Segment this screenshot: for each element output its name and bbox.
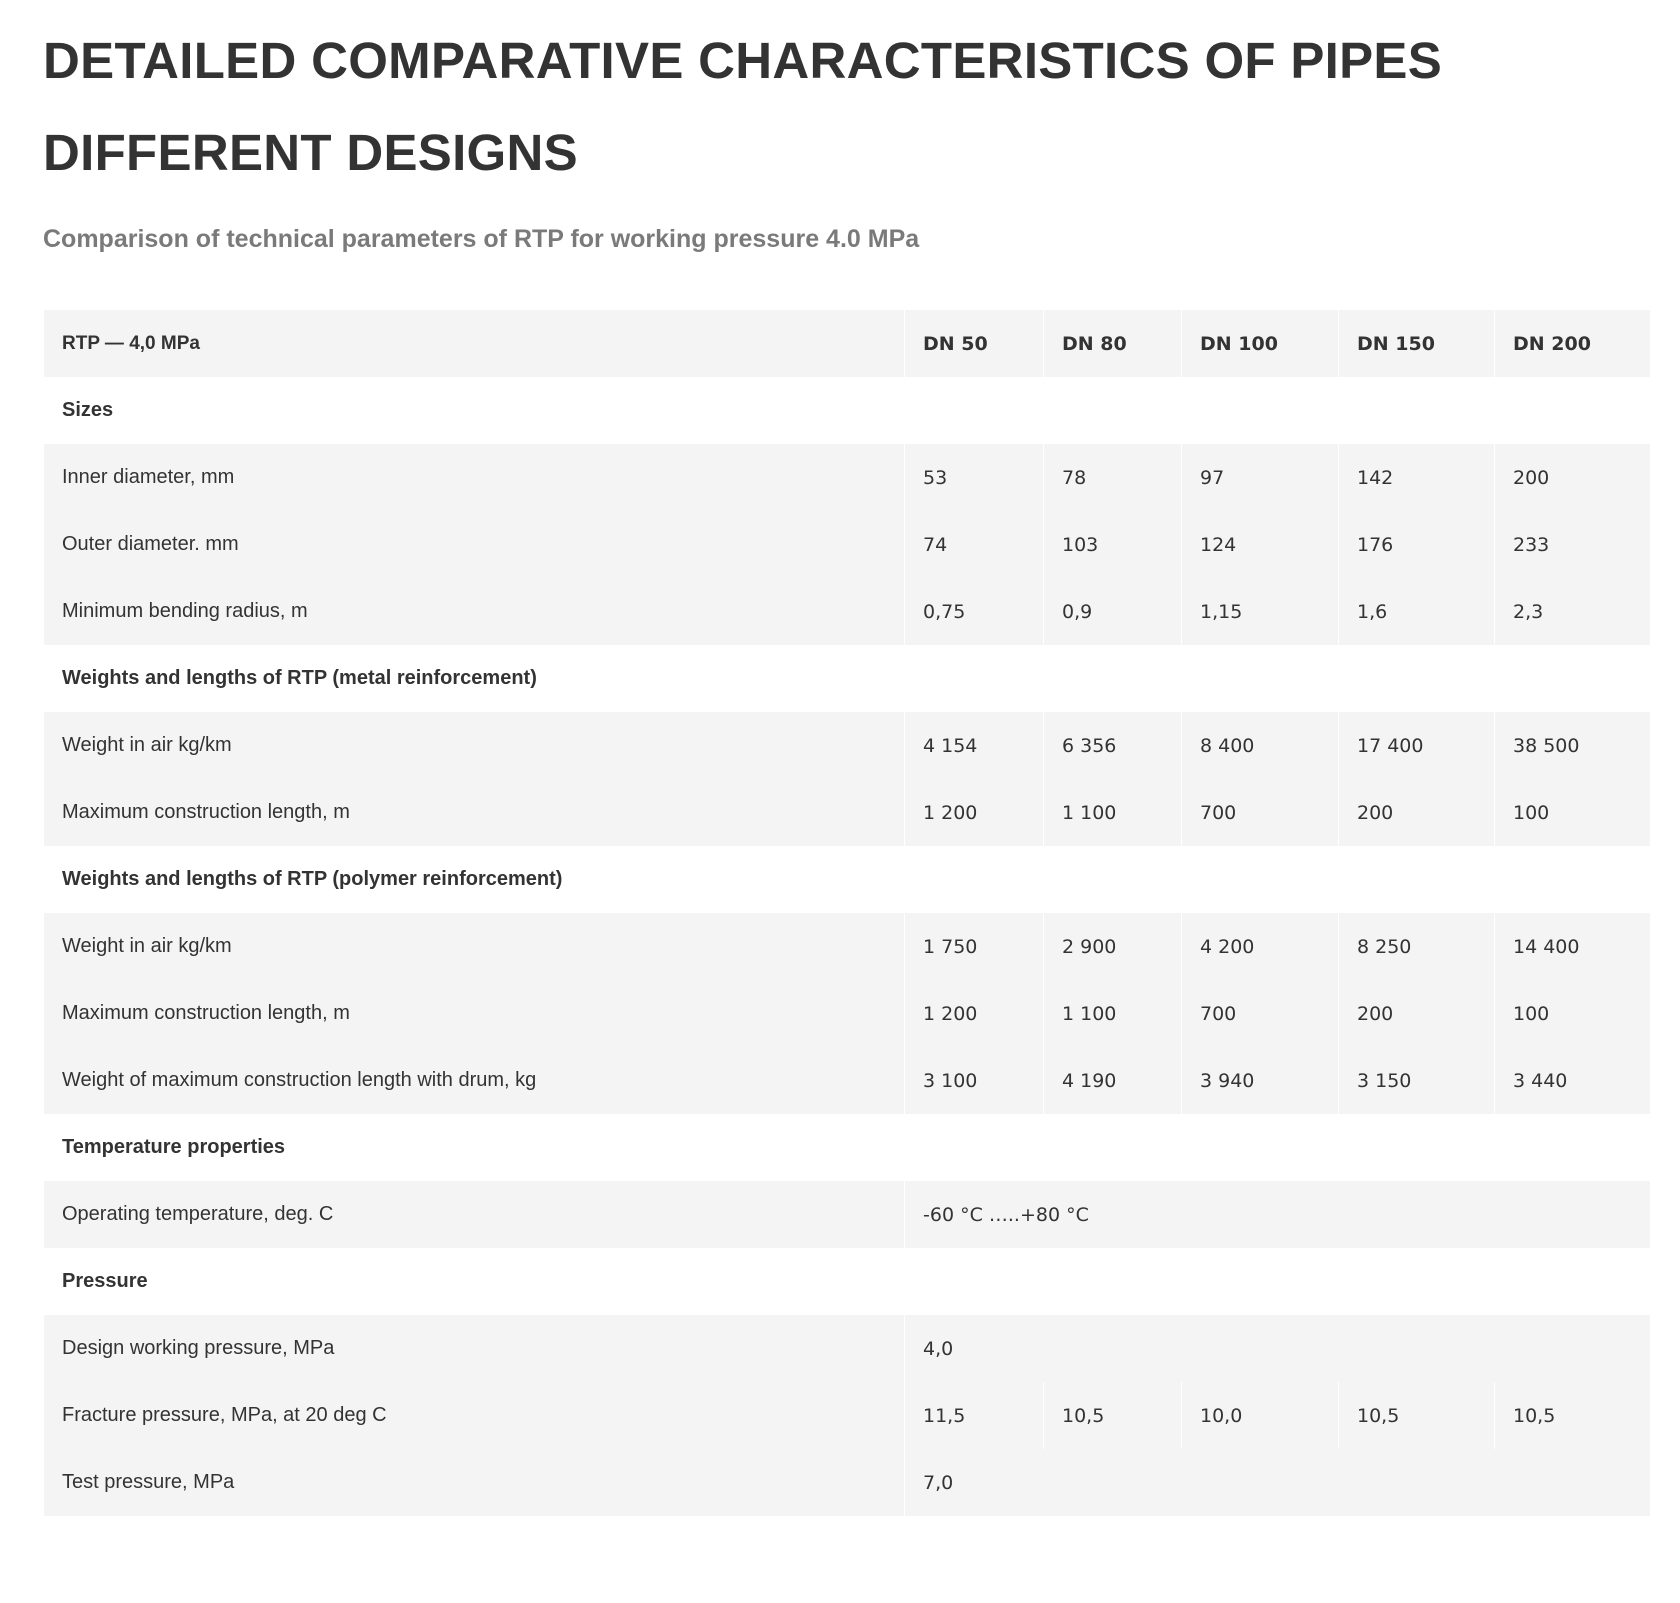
row-label: Maximum construction length, m: [44, 779, 904, 846]
cell-value: 10,5: [1495, 1382, 1650, 1449]
section-title: Weights and lengths of RTP (polymer reinforcement): [44, 846, 1650, 913]
header-dn100: DN 100: [1182, 310, 1338, 377]
cell-value: 14 400: [1495, 913, 1650, 980]
cell-value: 200: [1495, 444, 1650, 511]
cell-value: 7,0: [905, 1449, 1650, 1516]
cell-value: 3 150: [1339, 1047, 1494, 1114]
cell-value: 53: [905, 444, 1043, 511]
page-subtitle: Comparison of technical parameters of RTP for working pressure 4.0 MPa: [43, 225, 920, 253]
header-dn80: DN 80: [1044, 310, 1181, 377]
row-label: Weight in air kg/km: [44, 913, 904, 980]
table-row: [44, 1181, 1650, 1248]
row-label: Operating temperature, deg. C: [44, 1181, 904, 1248]
cell-value: 97: [1182, 444, 1338, 511]
cell-value: 0,9: [1044, 578, 1181, 645]
cell-value: 233: [1495, 511, 1650, 578]
table-header-row: [44, 310, 1650, 377]
cell-value: 6 356: [1044, 712, 1181, 779]
header-label: RTP — 4,0 MPa: [44, 310, 904, 377]
cell-value: 8 400: [1182, 712, 1338, 779]
page-content: [43, 0, 1640, 1494]
section-pressure: [44, 1248, 1650, 1315]
section-metal-reinforcement: [44, 645, 1650, 712]
section-title: Pressure: [44, 1248, 1650, 1315]
table-row: [44, 444, 1650, 511]
table-row: [44, 913, 1650, 980]
table-row: [44, 1449, 1650, 1516]
cell-value: 2,3: [1495, 578, 1650, 645]
section-title: Temperature properties: [44, 1114, 1650, 1181]
cell-value: 0,75: [905, 578, 1043, 645]
cell-value: 10,0: [1182, 1382, 1338, 1449]
cell-value: 200: [1339, 980, 1494, 1047]
cell-value: 100: [1495, 779, 1650, 846]
page-title: [43, 0, 1640, 199]
row-label: Maximum construction length, m: [44, 980, 904, 1047]
table-row: [44, 712, 1650, 779]
section-sizes: [44, 377, 1650, 444]
table-row: [44, 1315, 1650, 1382]
cell-value: 3 100: [905, 1047, 1043, 1114]
page-title-line-2: DIFFERENT DESIGNS: [43, 124, 578, 181]
row-label: Minimum bending radius, m: [44, 578, 904, 645]
cell-value: 176: [1339, 511, 1494, 578]
header-dn200: DN 200: [1495, 310, 1650, 377]
cell-value: 124: [1182, 511, 1338, 578]
cell-value: 200: [1339, 779, 1494, 846]
table-row: [44, 980, 1650, 1047]
cell-value: 1 200: [905, 980, 1043, 1047]
row-label: Inner diameter, mm: [44, 444, 904, 511]
cell-value: 700: [1182, 980, 1338, 1047]
cell-value: 4 200: [1182, 913, 1338, 980]
cell-value: 142: [1339, 444, 1494, 511]
table-row: [44, 578, 1650, 645]
cell-value: 3 440: [1495, 1047, 1650, 1114]
row-label: Test pressure, MPa: [44, 1449, 904, 1516]
cell-value: 1,6: [1339, 578, 1494, 645]
cell-value: 78: [1044, 444, 1181, 511]
page-title-line-1: DETAILED COMPARATIVE CHARACTERISTICS OF PIPES: [43, 32, 1443, 89]
cell-value: 1 750: [905, 913, 1043, 980]
specs-table: [43, 310, 1651, 1516]
cell-value: 10,5: [1044, 1382, 1181, 1449]
cell-value: 2 900: [1044, 913, 1181, 980]
table-row: [44, 779, 1650, 846]
cell-value: 1 100: [1044, 779, 1181, 846]
header-dn50: DN 50: [905, 310, 1043, 377]
cell-value: 1 100: [1044, 980, 1181, 1047]
cell-value: 4 190: [1044, 1047, 1181, 1114]
cell-value: 74: [905, 511, 1043, 578]
section-temperature: [44, 1114, 1650, 1181]
cell-value: 4 154: [905, 712, 1043, 779]
row-label: Outer diameter. mm: [44, 511, 904, 578]
row-label: Fracture pressure, MPa, at 20 deg C: [44, 1382, 904, 1449]
header-dn150: DN 150: [1339, 310, 1494, 377]
cell-value: 10,5: [1339, 1382, 1494, 1449]
cell-value: 17 400: [1339, 712, 1494, 779]
table-row: [44, 1047, 1650, 1114]
cell-value: 103: [1044, 511, 1181, 578]
cell-value: 100: [1495, 980, 1650, 1047]
section-title: Sizes: [44, 377, 1650, 444]
cell-value: -60 °C …..+80 °C: [905, 1181, 1650, 1248]
row-label: Weight of maximum construction length with drum, kg: [44, 1047, 904, 1114]
row-label: Weight in air kg/km: [44, 712, 904, 779]
section-title: Weights and lengths of RTP (metal reinforcement): [44, 645, 1650, 712]
cell-value: 1,15: [1182, 578, 1338, 645]
table-row: [44, 1382, 1650, 1449]
cell-value: 11,5: [905, 1382, 1043, 1449]
row-label: Design working pressure, MPa: [44, 1315, 904, 1382]
cell-value: 38 500: [1495, 712, 1650, 779]
cell-value: 1 200: [905, 779, 1043, 846]
cell-value: 4,0: [905, 1315, 1650, 1382]
table-row: [44, 511, 1650, 578]
cell-value: 3 940: [1182, 1047, 1338, 1114]
section-polymer-reinforcement: [44, 846, 1650, 913]
cell-value: 8 250: [1339, 913, 1494, 980]
cell-value: 700: [1182, 779, 1338, 846]
